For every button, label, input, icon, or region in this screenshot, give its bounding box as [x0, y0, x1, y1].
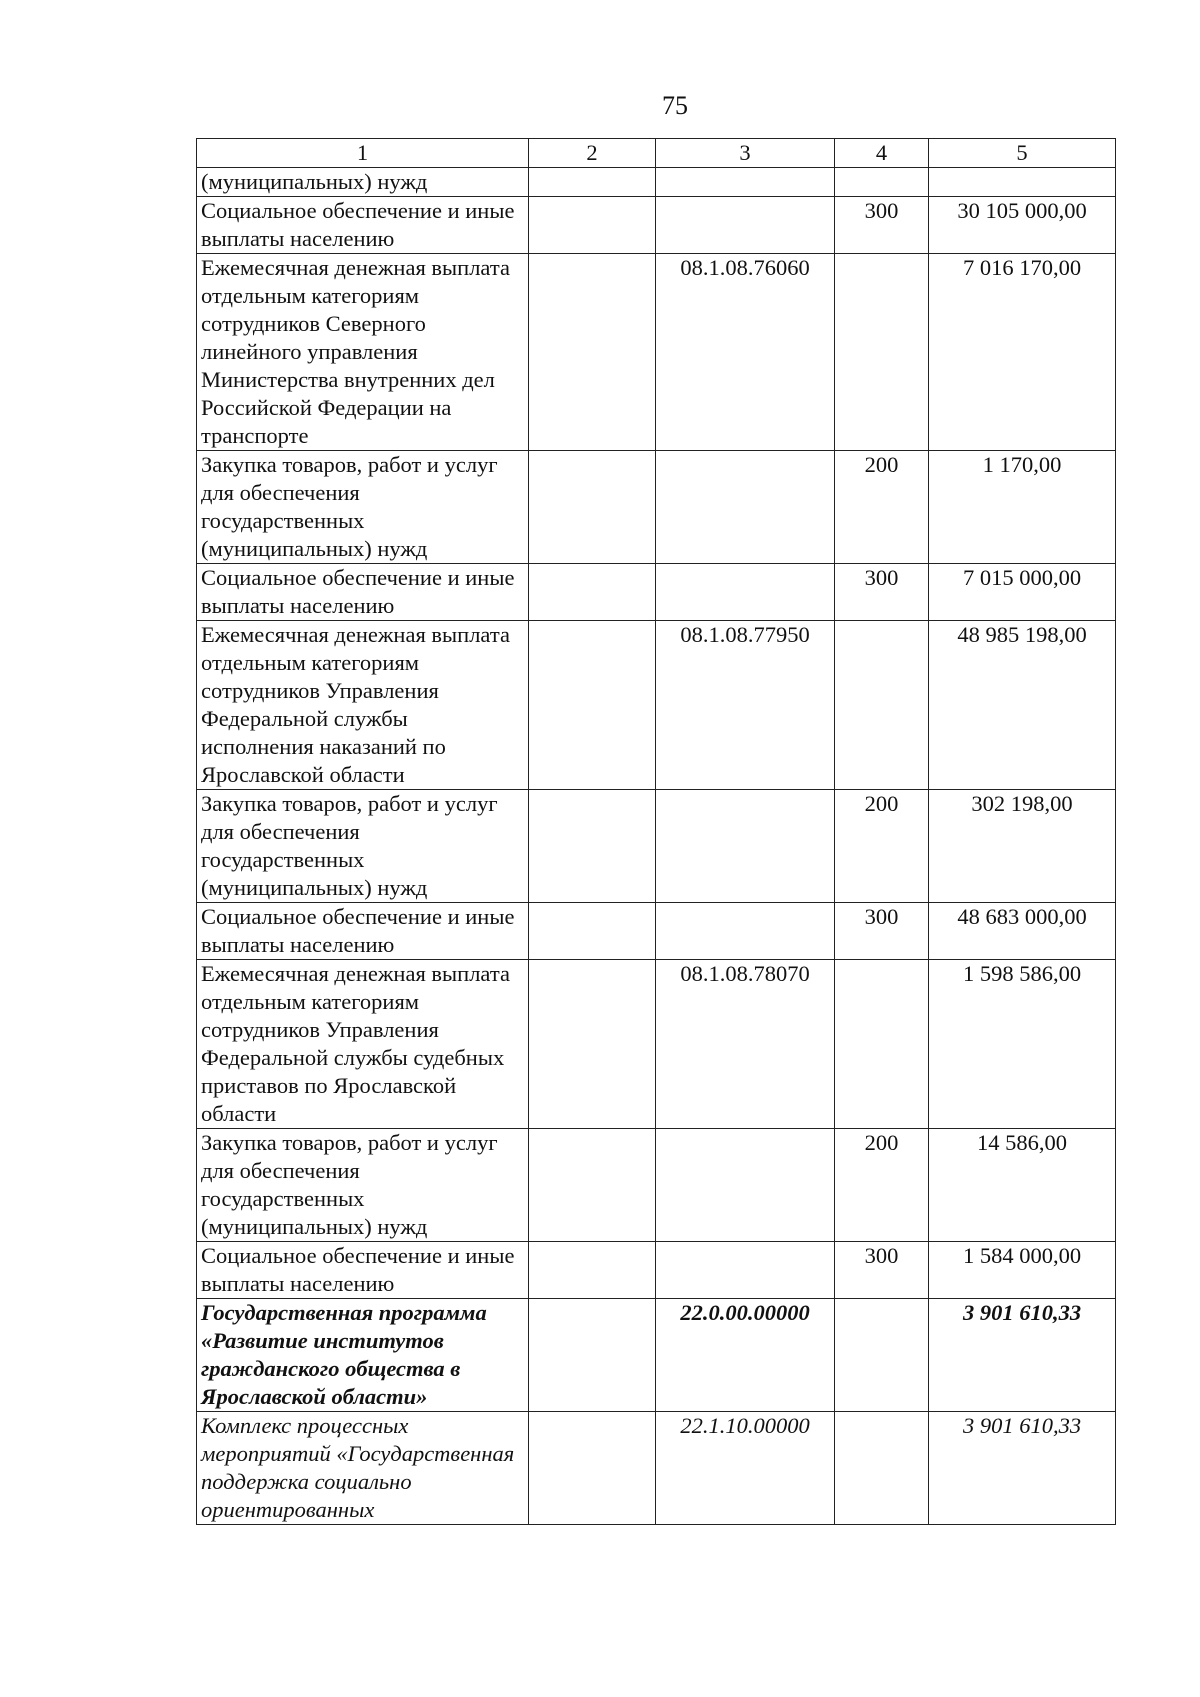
- table-row: [197, 451, 1116, 564]
- page-number: 75: [662, 91, 688, 120]
- row-name-cell: Социальное обеспечение и иные выплаты населению: [197, 903, 529, 960]
- row-code-cell: 22.1.10.00000: [656, 1412, 835, 1525]
- row-amount-cell: 14 586,00: [929, 1129, 1116, 1242]
- table-row: [197, 564, 1116, 621]
- row-type-cell: [835, 168, 929, 197]
- row-type-cell: 300: [835, 564, 929, 621]
- table-row: [197, 168, 1116, 197]
- header-col-5: 5: [929, 139, 1116, 168]
- table-row: [197, 1242, 1116, 1299]
- row-type-cell: [835, 960, 929, 1129]
- row-amount-cell: 7 015 000,00: [929, 564, 1116, 621]
- row-type-cell: 300: [835, 197, 929, 254]
- row-amount-cell: [929, 168, 1116, 197]
- row-col2-cell: [529, 168, 656, 197]
- row-name-cell: Социальное обеспечение и иные выплаты населению: [197, 1242, 529, 1299]
- row-col2-cell: [529, 903, 656, 960]
- row-type-cell: [835, 1299, 929, 1412]
- row-col2-cell: [529, 451, 656, 564]
- header-col-4: 4: [835, 139, 929, 168]
- row-code-cell: [656, 1242, 835, 1299]
- row-name-cell: Государственная программа «Развитие институтов гражданского общества в Ярославской области»: [197, 1299, 529, 1412]
- row-amount-cell: 48 683 000,00: [929, 903, 1116, 960]
- row-type-cell: 200: [835, 790, 929, 903]
- row-name-cell: Социальное обеспечение и иные выплаты населению: [197, 197, 529, 254]
- row-name-cell: Ежемесячная денежная выплата отдельным категориям сотрудников Управления Федеральной службы исполнения наказаний по Ярославской области: [197, 621, 529, 790]
- row-name-cell: (муниципальных) нужд: [197, 168, 529, 197]
- row-code-cell: [656, 197, 835, 254]
- header-col-3: 3: [656, 139, 835, 168]
- row-name-cell: Закупка товаров, работ и услуг для обеспечения государственных (муниципальных) нужд: [197, 1129, 529, 1242]
- header-col-2: 2: [529, 139, 656, 168]
- row-code-cell: 22.0.00.00000: [656, 1299, 835, 1412]
- row-code-cell: 08.1.08.76060: [656, 254, 835, 451]
- row-name-cell: Ежемесячная денежная выплата отдельным категориям сотрудников Северного линейного управления Министерства внутренних дел Российской Федерации на транспорте: [197, 254, 529, 451]
- row-code-cell: [656, 451, 835, 564]
- row-col2-cell: [529, 790, 656, 903]
- table-row: [197, 903, 1116, 960]
- table-row: [197, 1299, 1116, 1412]
- row-type-cell: 200: [835, 1129, 929, 1242]
- row-code-cell: 08.1.08.78070: [656, 960, 835, 1129]
- row-amount-cell: 1 584 000,00: [929, 1242, 1116, 1299]
- row-name-cell: Закупка товаров, работ и услуг для обеспечения государственных (муниципальных) нужд: [197, 790, 529, 903]
- row-name-cell: Закупка товаров, работ и услуг для обеспечения государственных (муниципальных) нужд: [197, 451, 529, 564]
- table-header-row: [197, 139, 1116, 168]
- row-col2-cell: [529, 621, 656, 790]
- row-amount-cell: 3 901 610,33: [929, 1412, 1116, 1525]
- row-amount-cell: 7 016 170,00: [929, 254, 1116, 451]
- table-row: [197, 1129, 1116, 1242]
- table-row: [197, 960, 1116, 1129]
- row-col2-cell: [529, 1129, 656, 1242]
- table-row: [197, 621, 1116, 790]
- row-code-cell: 08.1.08.77950: [656, 621, 835, 790]
- row-col2-cell: [529, 254, 656, 451]
- table-row: [197, 790, 1116, 903]
- row-col2-cell: [529, 1242, 656, 1299]
- header-col-1: 1: [197, 139, 529, 168]
- row-col2-cell: [529, 197, 656, 254]
- table-body: [197, 168, 1116, 1525]
- row-name-cell: Комплекс процессных мероприятий «Государственная поддержка социально ориентированных: [197, 1412, 529, 1525]
- row-col2-cell: [529, 1412, 656, 1525]
- table-row: [197, 1412, 1116, 1525]
- row-type-cell: [835, 254, 929, 451]
- table-row: [197, 254, 1116, 451]
- row-code-cell: [656, 903, 835, 960]
- row-type-cell: 200: [835, 451, 929, 564]
- row-code-cell: [656, 790, 835, 903]
- row-type-cell: 300: [835, 1242, 929, 1299]
- row-code-cell: [656, 1129, 835, 1242]
- row-type-cell: [835, 621, 929, 790]
- row-col2-cell: [529, 564, 656, 621]
- budget-table: [196, 138, 1116, 1525]
- row-code-cell: [656, 564, 835, 621]
- row-amount-cell: 48 985 198,00: [929, 621, 1116, 790]
- row-amount-cell: 30 105 000,00: [929, 197, 1116, 254]
- row-name-cell: Социальное обеспечение и иные выплаты населению: [197, 564, 529, 621]
- table-row: [197, 197, 1116, 254]
- row-col2-cell: [529, 960, 656, 1129]
- row-amount-cell: 302 198,00: [929, 790, 1116, 903]
- row-col2-cell: [529, 1299, 656, 1412]
- row-type-cell: 300: [835, 903, 929, 960]
- row-amount-cell: 3 901 610,33: [929, 1299, 1116, 1412]
- row-type-cell: [835, 1412, 929, 1525]
- row-amount-cell: 1 170,00: [929, 451, 1116, 564]
- row-name-cell: Ежемесячная денежная выплата отдельным категориям сотрудников Управления Федеральной службы судебных приставов по Ярославской области: [197, 960, 529, 1129]
- row-code-cell: [656, 168, 835, 197]
- row-amount-cell: 1 598 586,00: [929, 960, 1116, 1129]
